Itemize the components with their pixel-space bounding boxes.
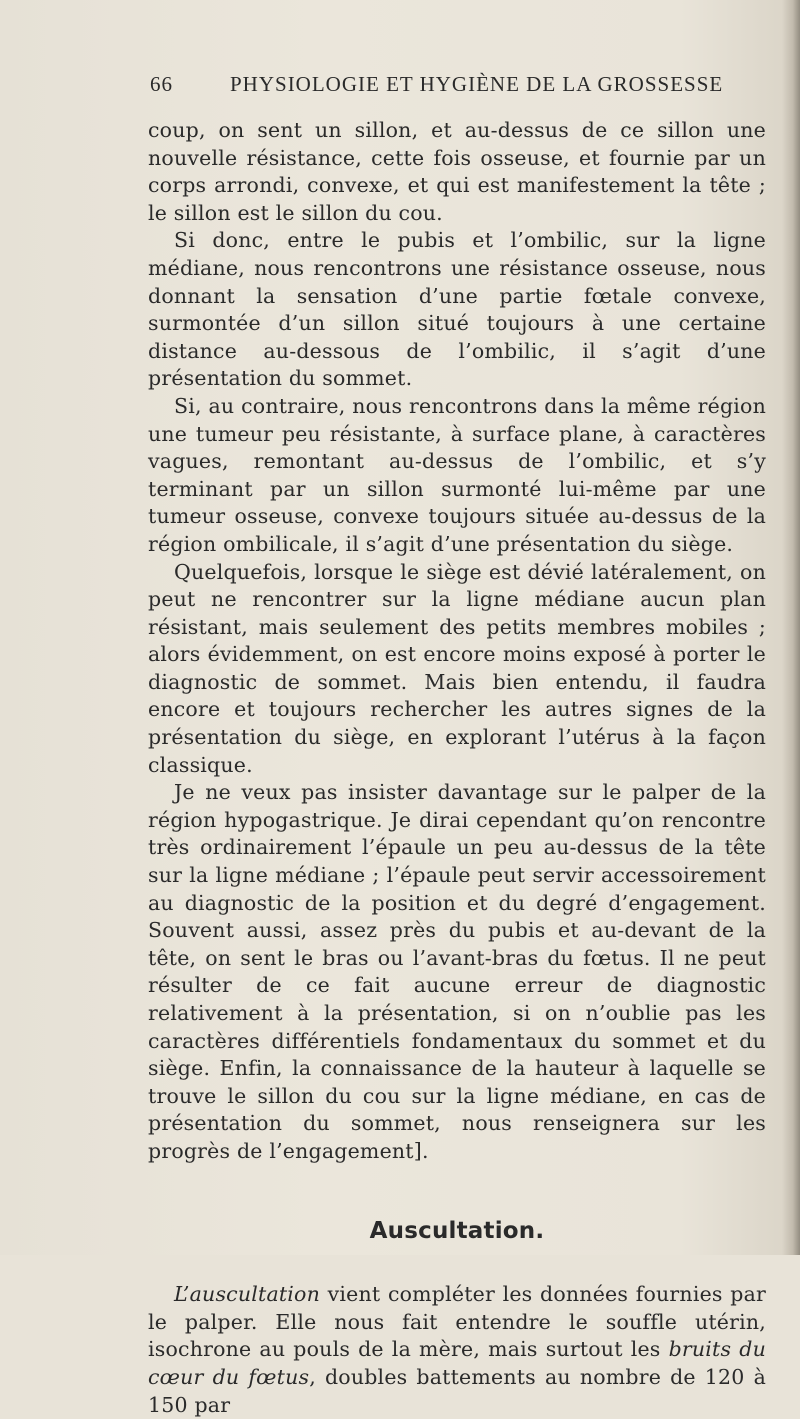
paragraph: Si donc, entre le pubis et l’ombilic, sur la ligne médiane, nous rencontrons une résistance osseuse, nous donnant la sensation d’une partie fœtale convexe, surmontée d’un sillon situé toujours à une certaine distance au-dessous de l’ombilic, il s’agit d’une présentation du sommet. xyxy=(148,228,766,391)
italic-term: bruits du cœur du fœtus xyxy=(148,1337,766,1389)
section-heading: Auscultation. xyxy=(369,1217,545,1244)
paragraph-text: vient compléter les données fournies par le palper. Elle nous fait entendre le souffle utérin, isochrone au pouls de la mère, mais surtout les xyxy=(148,1282,766,1362)
paragraph-text: , doubles battements au nombre de 120 à 150 par xyxy=(148,1364,767,1417)
paragraph: Si, au contraire, nous rencontrons dans la même région une tumeur peu résistante, à surface plane, à caractères vagues, remontant au-dessus de l’ombilic, et s’y terminant par un sillon surmonté lui-même par une tumeur osseuse, convexe toujours située au-dessus de la région ombilicale, il s’agit d’une présentation du siège. xyxy=(148,393,766,556)
page-number: 66 xyxy=(150,72,173,96)
paragraph: Quelquefois, lorsque le siège est dévié latéralement, on peut ne rencontrer sur la ligne médiane aucun plan résistant, mais seulement des petits membres mobiles ; alors évidemment, on est encore moins exposé à porter le diagnostic de sommet. Mais bien entendu, il faudra encore et toujours rechercher les autres signes de la présentation du siège, en explorant l’utérus à la façon classique. xyxy=(148,559,766,777)
body-text xyxy=(148,117,766,1419)
page-edge-shadow xyxy=(782,0,800,1255)
paragraph-auscultation xyxy=(148,1281,766,1419)
paragraph: Je ne veux pas insister davantage sur le palper de la région hypogastrique. Je dirai cependant qu’on rencontre très ordinairement l’épaule un peu au-dessus de la tête sur la ligne médiane ; l’épaule peut servir accessoirement au diagnostic de la position et du degré d’engagement. Souvent aussi, assez près du pubis et au-devant de la tête, on sent le bras ou l’avant-bras du fœtus. Il ne peut résulter de ce fait aucune erreur de diagnostic relativement à la présentation, si on n’oublie pas les caractères différentiels fondamentaux du sommet et du siège. Enfin, la connaissance de la hauteur à laquelle se trouve le sillon du cou sur la ligne médiane, en cas de présentation du sommet, nous renseignera sur les progrès de l’engagement]. xyxy=(148,780,766,1163)
paragraph: coup, on sent un sillon, et au-dessus de ce sillon une nouvelle résistance, cette fois osseuse, et fournie par un corps arrondi, convexe, et qui est manifestement la tête ; le sillon est le sillon du cou. xyxy=(148,118,766,225)
italic-term: L’auscultation xyxy=(174,1282,320,1307)
running-title: PHYSIOLOGIE ET HYGIÈNE DE LA GROSSESSE xyxy=(230,72,724,96)
